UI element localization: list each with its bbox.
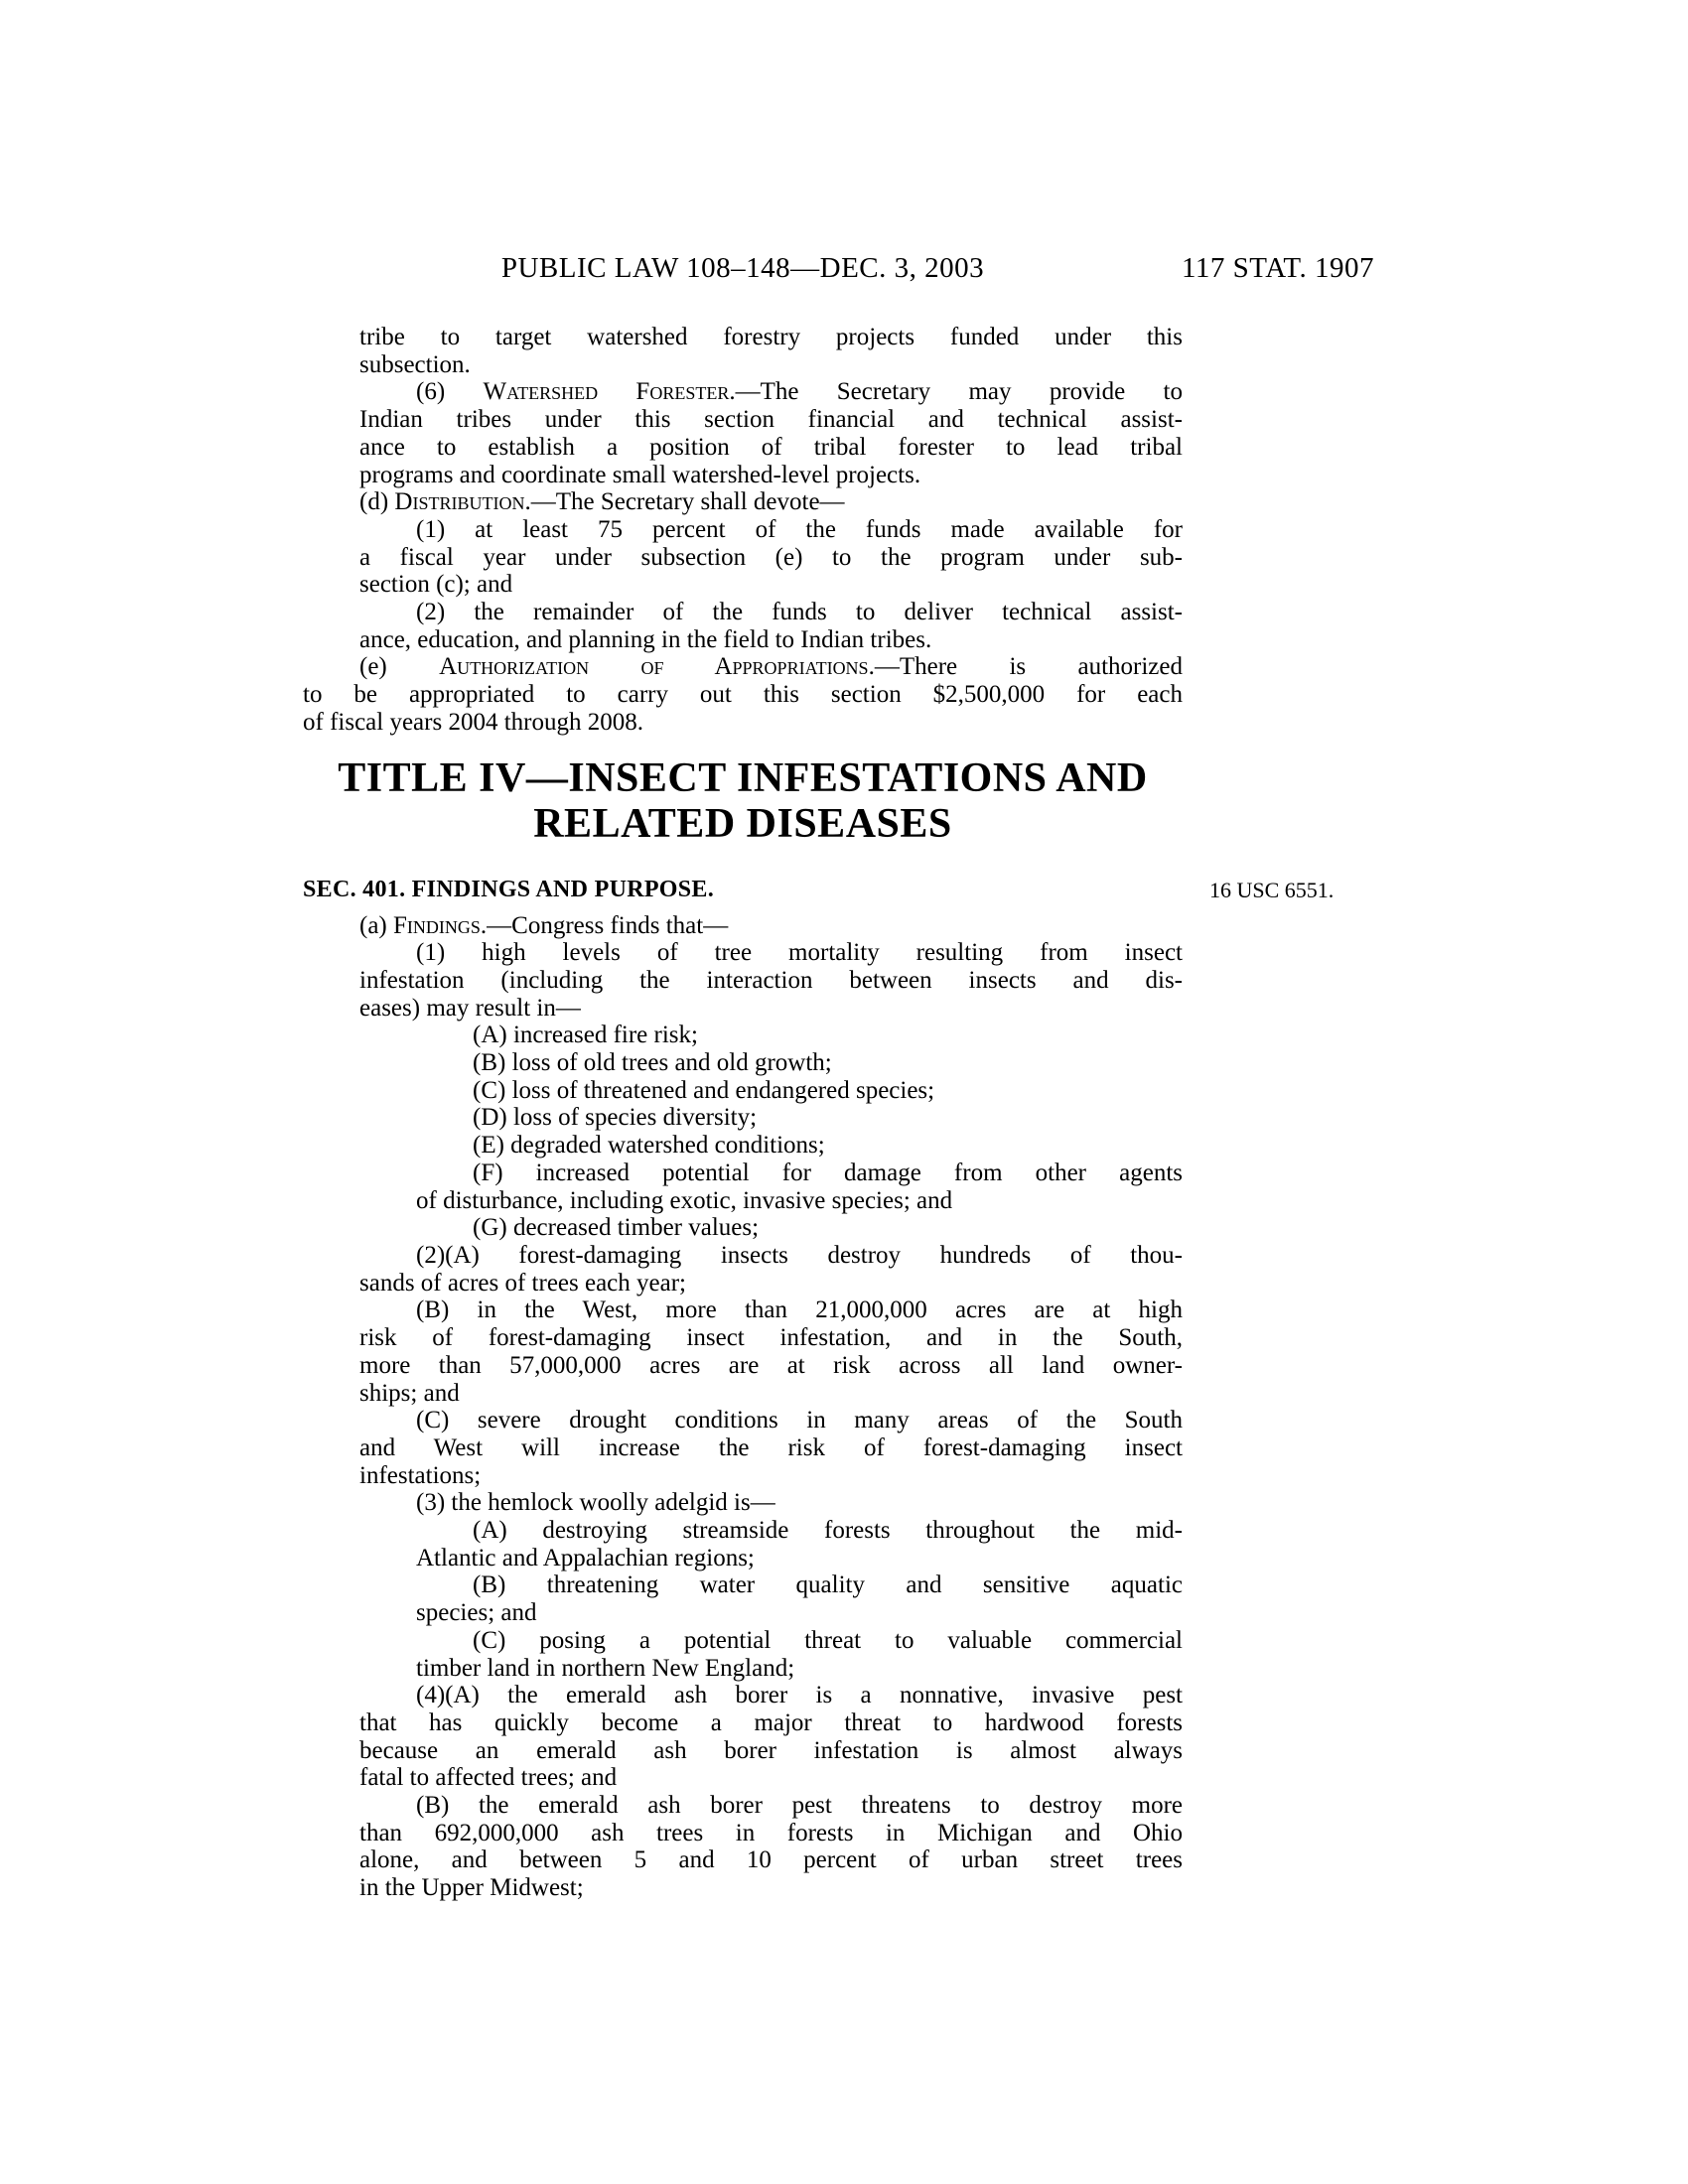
text-segment: .—The Secretary may provide to <box>729 378 1183 406</box>
text-line <box>359 516 1183 544</box>
statute-paragraph <box>359 1489 1183 1517</box>
header-stat-page-number: 117 STAT. 1907 <box>1182 252 1374 284</box>
text-segment: programs and coordinate small watershed-level projects. <box>359 461 921 488</box>
text-segment: (3) the hemlock woolly adelgid is— <box>416 1489 775 1517</box>
text-line <box>359 1709 1183 1737</box>
text-segment: than 692,000,000 ash trees in forests in Michigan and Ohio <box>359 1819 1183 1846</box>
section-heading: SEC. 401. FINDINGS AND PURPOSE. <box>303 876 715 902</box>
text-segment: (B) the emerald ash borer pest threatens to destroy more <box>416 1792 1183 1820</box>
text-line <box>303 709 1183 737</box>
text-segment: ance, education, and planning in the field to Indian tribes. <box>359 625 932 653</box>
text-segment: to be appropriated to carry out this section $2,500,000 for each <box>303 681 1183 709</box>
text-segment: risk of forest-damaging insect infestation, and in the South, <box>359 1324 1183 1352</box>
small-caps-term: Findings <box>393 911 481 939</box>
text-segment: .—Congress finds that— <box>480 911 729 939</box>
text-line <box>359 406 1183 434</box>
text-line <box>359 1324 1183 1352</box>
text-segment: that has quickly become a major threat to hardwood forests <box>359 1708 1183 1736</box>
text-segment: (E) degraded watershed conditions; <box>473 1132 825 1160</box>
text-segment: Indian tribes under this section financial and technical assist- <box>359 406 1183 434</box>
statute-text-column <box>303 324 1183 1902</box>
statute-paragraph <box>416 1132 1183 1160</box>
text-line <box>359 626 1183 654</box>
text-line <box>416 1132 1183 1160</box>
text-line <box>416 1545 1183 1572</box>
text-segment: infestations; <box>359 1461 482 1489</box>
header-law-citation: PUBLIC LAW 108–148—DEC. 3, 2003 <box>500 252 985 284</box>
statute-paragraph <box>416 1517 1183 1571</box>
text-line <box>359 995 1183 1023</box>
text-segment: (4)(A) the emerald ash borer is a nonnative, invasive pest <box>416 1682 1183 1709</box>
text-line <box>359 1846 1183 1874</box>
text-segment: section (c); and <box>359 571 513 599</box>
text-segment: (D) loss of species diversity; <box>473 1104 758 1132</box>
text-line <box>359 1270 1183 1297</box>
text-segment: (1) high levels of tree mortality resulting from insect <box>416 939 1183 967</box>
text-segment: alone, and between 5 and 10 percent of urban street trees <box>359 1846 1183 1874</box>
statute-paragraph <box>416 1022 1183 1049</box>
text-line <box>416 1627 1183 1655</box>
text-segment: (C) loss of threatened and endangered species; <box>473 1076 935 1104</box>
text-segment: Atlantic and Appalachian regions; <box>416 1544 755 1571</box>
text-segment: a fiscal year under subsection (e) to the program under sub- <box>359 543 1183 571</box>
text-line <box>416 1599 1183 1627</box>
small-caps-term: Watershed Forester <box>483 378 730 406</box>
text-line <box>416 1517 1183 1545</box>
text-line <box>359 967 1183 995</box>
text-segment: (C) posing a potential threat to valuable commercial <box>473 1626 1183 1654</box>
statute-paragraph <box>359 1682 1183 1792</box>
text-line <box>416 1104 1183 1132</box>
statute-paragraph <box>416 1049 1183 1077</box>
title-heading-line2: RELATED DISEASES <box>533 800 952 847</box>
text-segment: (2)(A) forest-damaging insects destroy hundreds of thou- <box>416 1241 1183 1269</box>
text-segment: more than 57,000,000 acres are at risk across all land owner- <box>359 1351 1183 1379</box>
text-segment: species; and <box>416 1599 537 1627</box>
text-line <box>359 1297 1183 1324</box>
statute-paragraph <box>359 1297 1183 1407</box>
text-line <box>416 1077 1183 1105</box>
text-line <box>359 599 1183 626</box>
text-line <box>359 1682 1183 1709</box>
text-line <box>416 1022 1183 1049</box>
statute-paragraph <box>416 1104 1183 1132</box>
text-segment: in the Upper Midwest; <box>359 1874 584 1902</box>
statute-paragraph <box>416 1077 1183 1105</box>
statute-paragraph <box>359 1407 1183 1489</box>
text-line <box>359 544 1183 572</box>
text-line <box>359 1462 1183 1490</box>
text-line <box>416 1187 1183 1215</box>
text-segment: (2) the remainder of the funds to deliver technical assist- <box>416 599 1183 626</box>
text-segment: ance to establish a position of tribal forester to lead tribal <box>359 433 1183 461</box>
text-line <box>303 681 1183 709</box>
text-line <box>303 488 1183 516</box>
text-line <box>359 1820 1183 1847</box>
text-segment: (G) decreased timber values; <box>473 1214 760 1242</box>
text-segment: of disturbance, including exotic, invasive species; and <box>416 1186 953 1214</box>
title-heading-line1: TITLE IV—INSECT INFESTATIONS AND <box>338 754 1148 801</box>
text-segment: (B) threatening water quality and sensitive aquatic <box>473 1571 1183 1599</box>
text-line <box>359 462 1183 489</box>
text-segment: (B) in the West, more than 21,000,000 acres are at high <box>416 1297 1183 1324</box>
small-caps-term: Distribution <box>394 488 525 516</box>
text-segment: (e) <box>359 653 440 681</box>
statute-paragraph <box>416 1214 1183 1242</box>
text-segment: .—There is authorized <box>868 653 1184 681</box>
statute-paragraph <box>359 599 1183 653</box>
text-line <box>359 1764 1183 1792</box>
text-line <box>359 434 1183 462</box>
text-segment: infestation (including the interaction between insects and dis- <box>359 966 1183 994</box>
text-line <box>359 324 1183 351</box>
text-line <box>359 1792 1183 1820</box>
text-segment: (a) <box>359 911 393 939</box>
text-line <box>416 1160 1183 1187</box>
statute-paragraph <box>359 516 1183 599</box>
title-heading <box>303 755 1183 847</box>
text-line <box>359 1407 1183 1434</box>
statute-paragraph <box>359 1792 1183 1902</box>
uscode-margin-note: 16 USC 6551. <box>1209 878 1335 902</box>
statute-paragraph <box>359 324 1183 378</box>
text-line <box>359 351 1183 379</box>
text-line <box>359 1380 1183 1408</box>
text-line <box>416 1214 1183 1242</box>
text-segment: because an emerald ash borer infestation is almost always <box>359 1736 1183 1764</box>
text-segment: (C) severe drought conditions in many areas of the South <box>416 1407 1183 1434</box>
text-line <box>359 1874 1183 1902</box>
text-line <box>359 1737 1183 1765</box>
text-line <box>359 1434 1183 1462</box>
text-segment: fatal to affected trees; and <box>359 1764 618 1792</box>
text-line <box>416 1571 1183 1599</box>
text-segment: timber land in northern New England; <box>416 1654 795 1682</box>
statute-paragraph <box>416 1571 1183 1626</box>
text-segment: eases) may result in— <box>359 994 581 1022</box>
statute-paragraph <box>416 1160 1183 1214</box>
text-segment: and West will increase the risk of forest-damaging insect <box>359 1433 1183 1461</box>
text-segment: .—The Secretary shall devote— <box>524 488 845 516</box>
text-line <box>416 1049 1183 1077</box>
text-line <box>359 1352 1183 1380</box>
text-line <box>359 939 1183 967</box>
text-line <box>359 1242 1183 1270</box>
text-segment: (6) <box>416 378 484 406</box>
small-caps-term: Authorization of Appropriations <box>439 653 869 681</box>
statute-paragraph <box>303 488 1183 516</box>
text-segment: ships; and <box>359 1379 460 1407</box>
text-segment: subsection. <box>359 350 471 378</box>
text-segment: (B) loss of old trees and old growth; <box>473 1049 832 1077</box>
text-segment: of fiscal years 2004 through 2008. <box>303 708 643 736</box>
text-line <box>359 378 1183 406</box>
statute-paragraph <box>359 378 1183 488</box>
text-segment: (d) <box>359 488 395 516</box>
statute-body-continued <box>303 324 1183 737</box>
text-segment: sands of acres of trees each year; <box>359 1269 686 1297</box>
text-segment: (1) at least 75 percent of the funds made available for <box>416 515 1183 543</box>
text-segment: (A) increased fire risk; <box>473 1022 698 1049</box>
text-segment: tribe to target watershed forestry projects funded under this <box>359 324 1183 350</box>
text-segment: (A) destroying streamside forests throughout the mid- <box>473 1517 1183 1545</box>
statute-paragraph <box>359 939 1183 1022</box>
text-line <box>416 1655 1183 1683</box>
statute-paragraph <box>303 912 1183 940</box>
text-segment: (F) increased potential for damage from other agents <box>473 1159 1183 1186</box>
text-line <box>303 653 1183 681</box>
text-line <box>359 1489 1183 1517</box>
findings-list <box>303 912 1183 1902</box>
statute-paragraph <box>359 1242 1183 1297</box>
text-line <box>359 571 1183 599</box>
text-line <box>303 912 1183 940</box>
statute-paragraph <box>303 653 1183 736</box>
statute-paragraph <box>416 1627 1183 1682</box>
